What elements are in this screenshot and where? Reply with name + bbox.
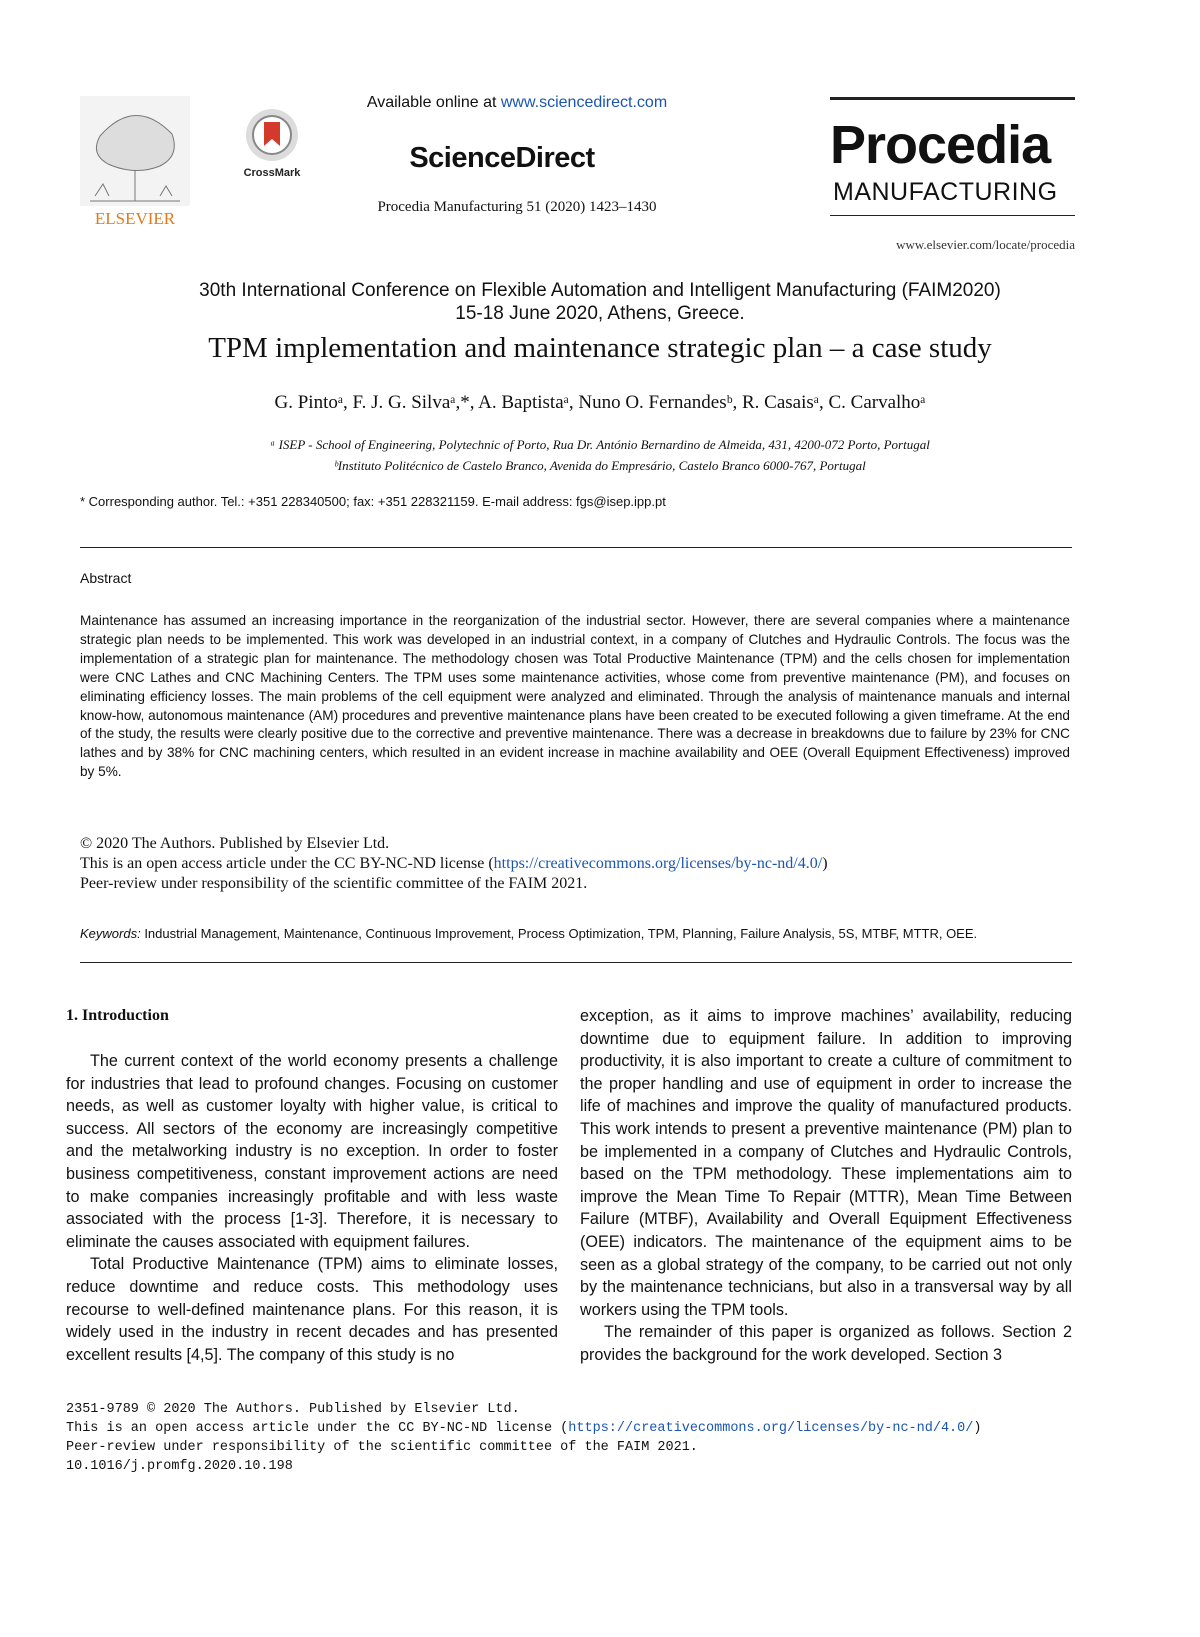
section-heading: 1. Introduction: [66, 1007, 169, 1024]
available-prefix: Available online at: [366, 94, 501, 111]
footer-license-prefix: This is an open access article under the CC BY-NC-ND license (: [66, 1421, 569, 1436]
license-block: [80, 834, 1080, 894]
license-link[interactable]: https://creativecommons.org/licenses/by-nc-nd/4.0/: [493, 855, 823, 872]
affiliation-a: ᵃ ISEP - School of Engineering, Polytechnic of Porto, Rua Dr. António Bernardino de Almeida, 431, 4200-072 Porto, Portugal: [270, 437, 930, 452]
footer-peer-review: Peer-review under responsibility of the scientific committee of the FAIM 2021.: [66, 1440, 698, 1455]
elsevier-tree-icon: [80, 96, 190, 231]
left-column: [66, 1050, 558, 1366]
journal-title: Procedia: [830, 115, 1051, 175]
conference-info: [60, 280, 1140, 326]
paragraph: The current context of the world economy presents a challenge for industries that lead to profound changes. Focusing on customer needs, as well as customer loyalty with higher value, is critical to success. All sectors of the economy are increasingly competitive and the metalworking industry is no exception. In order to foster business competitiveness, constant improvement actions are need to make companies increasingly profitable and with less waste associated with the process [1-3]. Therefore, it is necessary to eliminate the causes associated with equipment failures.: [66, 1052, 558, 1251]
keywords-list: Industrial Management, Maintenance, Continuous Improvement, Process Optimization, TPM, Planning, Failure Analysis, 5S, MTBF, MTTR, OEE.: [140, 926, 978, 941]
copyright-line: © 2020 The Authors. Published by Elsevier Ltd.: [80, 835, 390, 852]
right-column: [580, 1005, 1072, 1367]
crossmark-label: CrossMark: [243, 167, 301, 179]
sciencedirect-link[interactable]: www.sciencedirect.com: [500, 94, 668, 111]
page-footer: [66, 1400, 1066, 1476]
paragraph: Total Productive Maintenance (TPM) aims to eliminate losses, reduce downtime and reduce costs. This methodology uses recourse to well-defined maintenance plans. For this reason, it is widely used in the industry in recent decades and has presented excellent results [4,5]. The company of this study is no: [66, 1255, 558, 1364]
license-line: [80, 854, 1080, 874]
license-prefix: This is an open access article under the CC BY-NC-ND license (: [80, 855, 494, 872]
abstract-heading: Abstract: [80, 570, 132, 586]
paragraph: exception, as it aims to improve machines’ availability, reducing downtime due to equipment failure. In addition to improving productivity, it is also important to create a culture of commitment to the proper handling and use of equipment in order to increase the life of machines and improve the quality of manufactured products. This work intends to present a preventive maintenance (PM) plan to be implemented in a company of Clutches and Hydraulic Controls, based on the TPM methodology. These implementations aim to improve the Mean Time To Repair (MTTR), Mean Time Between Failure (MTBF), Availability and Overall Equipment Effectiveness (OEE) indicators. The maintenance of the equipment aims to be seen as a global strategy of the company, to be carried out not only by the maintenance technicians, but also in a transversal way by all workers using the TPM tools.: [580, 1007, 1072, 1319]
conference-name: 30th International Conference on Flexible Automation and Intelligent Manufacturing (FAIM2020): [199, 280, 1001, 301]
journal-subtitle: MANUFACTURING: [833, 178, 1058, 206]
issn-line: 2351-9789 © 2020 The Authors. Published by Elsevier Ltd.: [66, 1402, 520, 1417]
license-suffix: ): [822, 855, 828, 872]
elsevier-wordmark: ELSEVIER: [94, 209, 176, 228]
footer-license-suffix: ): [973, 1421, 982, 1436]
doi[interactable]: 10.1016/j.promfg.2020.10.198: [66, 1459, 293, 1474]
journal-reference: Procedia Manufacturing 51 (2020) 1423–1430: [377, 199, 657, 215]
journal-top-rule: [830, 97, 1075, 100]
author-list: G. Pintoᵃ, F. J. G. Silvaᵃ,*, A. Baptistaᵃ, Nuno O. Fernandesᵇ, R. Casaisᵃ, C. Carvalhoᵃ: [274, 392, 926, 413]
keywords-label: Keywords:: [80, 926, 141, 941]
abstract-text: Maintenance has assumed an increasing importance in the reorganization of the industrial sector. However, there are several companies where a maintenance strategic plan needs to be implemented. This work was developed in an industrial context, in a company of Clutches and Hydraulic Controls. The focus was the implementation of a strategic plan for maintenance. The methodology chosen was Total Productive Maintenance (TPM) and the cells chosen for implementation were CNC Lathes and CNC Machining Centers. The TPM uses some maintenance activities, whose come from preventive maintenance (PM), and focuses on eliminating efficiency losses. The main problems of the cell equipment were analyzed and eliminated. Through the analysis of maintenance manuals and internal know-how, autonomous maintenance (AM) procedures and preventive maintenance plans have been created to be executed following a given timeframe. At the end of the study, the results were clearly positive due to the corrective and preventive maintenance. There was a decrease in breakdowns due to failure by 23% for CNC lathes and by 38% for CNC machining centers, which resulted in an evident increase in machine availability and OEE (Overall Equipment Effectiveness) improved by 5%.: [80, 613, 1070, 780]
elsevier-logo: [80, 96, 190, 231]
footer-license-line: [66, 1419, 1066, 1438]
paper-title: TPM implementation and maintenance strategic plan – a case study: [208, 332, 992, 364]
journal-url[interactable]: www.elsevier.com/locate/procedia: [896, 237, 1075, 252]
corresponding-author: * Corresponding author. Tel.: +351 228340500; fax: +351 228321159. E-mail address: fgs@isep.ipp.pt: [80, 494, 666, 509]
footer-license-link[interactable]: https://creativecommons.org/licenses/by-nc-nd/4.0/: [568, 1421, 974, 1436]
peer-review-line: Peer-review under responsibility of the scientific committee of the FAIM 2021.: [80, 875, 588, 892]
available-online: [332, 94, 702, 112]
abstract-top-rule: [80, 547, 1072, 548]
crossmark-icon: [232, 105, 312, 180]
affiliation-b: ᵇInstituto Politécnico de Castelo Branco, Avenida do Empresário, Castelo Branco 6000-767, Portugal: [334, 458, 866, 473]
journal-bottom-rule: [830, 215, 1075, 216]
paragraph: The remainder of this paper is organized as follows. Section 2 provides the background for the work developed. Section 3: [580, 1323, 1072, 1364]
crossmark-badge[interactable]: [232, 105, 312, 180]
keywords: [80, 926, 1080, 941]
conference-date: 15-18 June 2020, Athens, Greece.: [455, 302, 745, 324]
sciencedirect-brand: ScienceDirect: [409, 142, 595, 174]
abstract-bottom-rule: [80, 962, 1072, 963]
